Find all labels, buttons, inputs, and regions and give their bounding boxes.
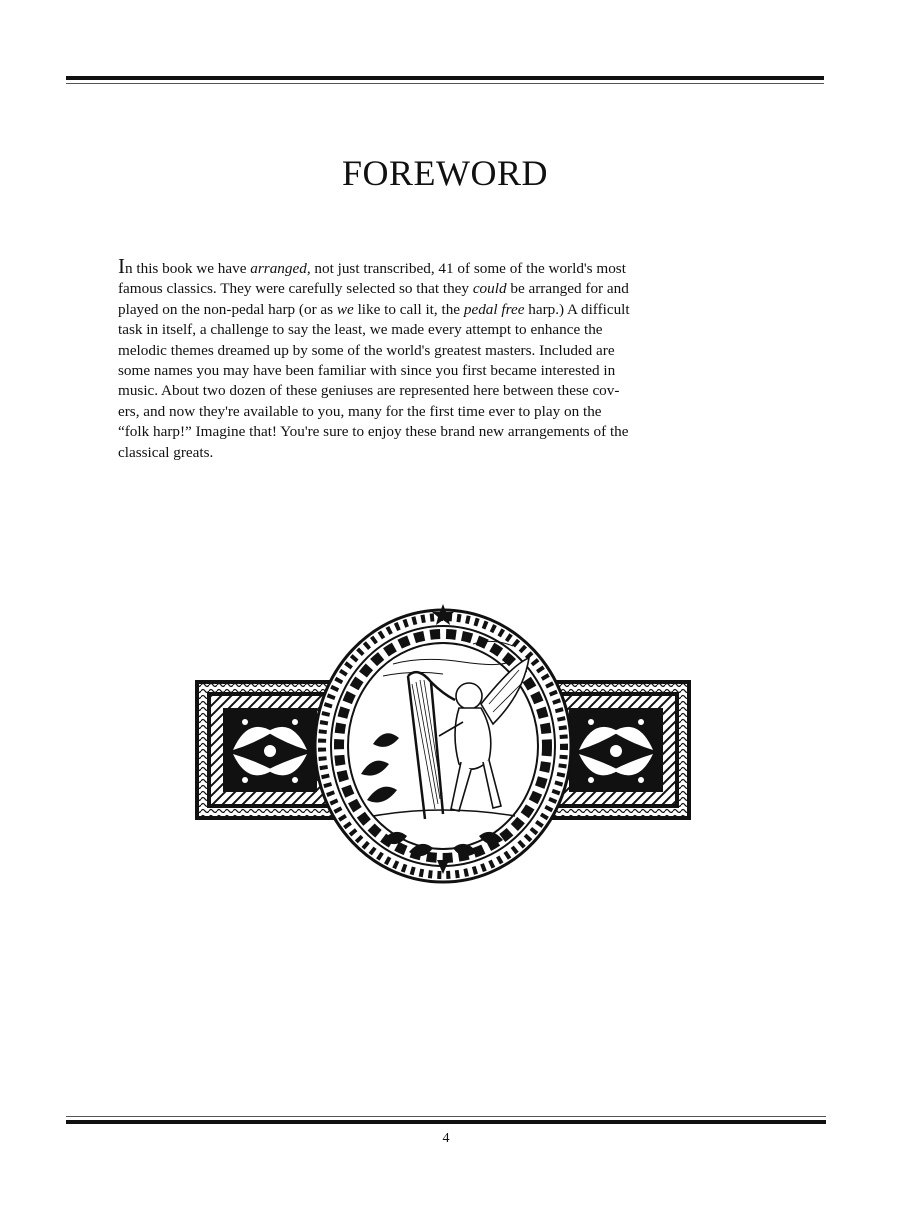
medallion (315, 604, 571, 882)
text-segment: classical greats. (118, 443, 214, 461)
cherub-harp-emblem-icon (193, 604, 693, 884)
text-line (118, 279, 782, 299)
emphasis-text: arranged (250, 260, 307, 277)
text-line (118, 256, 782, 279)
text-segment: some names you may have been familiar with since you first became interested in (118, 362, 616, 380)
text-segment: music. About two dozen of these geniuses are represented here between these cov- (118, 382, 620, 400)
page-number: 4 (442, 1131, 450, 1146)
drop-cap: I (118, 254, 125, 278)
text-segment: be arranged for and (506, 280, 629, 298)
text-segment: like to call it, the (353, 300, 464, 318)
top-rule-thin (66, 83, 824, 84)
emphasis-text: pedal free (463, 300, 525, 318)
emphasis-text: we (336, 300, 354, 318)
bottom-rule-thin (66, 1116, 826, 1117)
page-title: FOREWORD (341, 153, 548, 194)
text-line (118, 443, 782, 463)
text-segment: , not just transcribed, 41 of some of the world's most (306, 260, 626, 277)
text-segment: task in itself, a challenge to say the least, we made every attempt to enhance the (118, 321, 603, 339)
text-line (118, 361, 782, 381)
text-segment: harp.) A difficult (524, 300, 630, 318)
text-segment: “folk harp!” Imagine that! You're sure to enjoy these brand new arrangements of the (118, 423, 629, 441)
text-segment: n this book we have (125, 260, 251, 277)
text-line (118, 422, 782, 442)
text-segment: melodic themes dreamed up by some of the world's greatest masters. Included are (118, 341, 615, 359)
text-segment: ers, and now they're available to you, many for the first time ever to play on the (118, 402, 602, 420)
text-segment: played on the non-pedal harp (or as (118, 300, 337, 318)
text-line (118, 402, 782, 422)
bottom-rule-thick (66, 1120, 826, 1124)
foreword-paragraph (118, 256, 782, 463)
text-line (118, 381, 782, 401)
emphasis-text: could (472, 280, 507, 298)
text-line (118, 320, 782, 340)
text-line (118, 300, 782, 320)
text-line (118, 341, 782, 361)
text-segment: famous classics. They were carefully selected so that they (118, 280, 473, 298)
top-rule-thick (66, 76, 824, 80)
